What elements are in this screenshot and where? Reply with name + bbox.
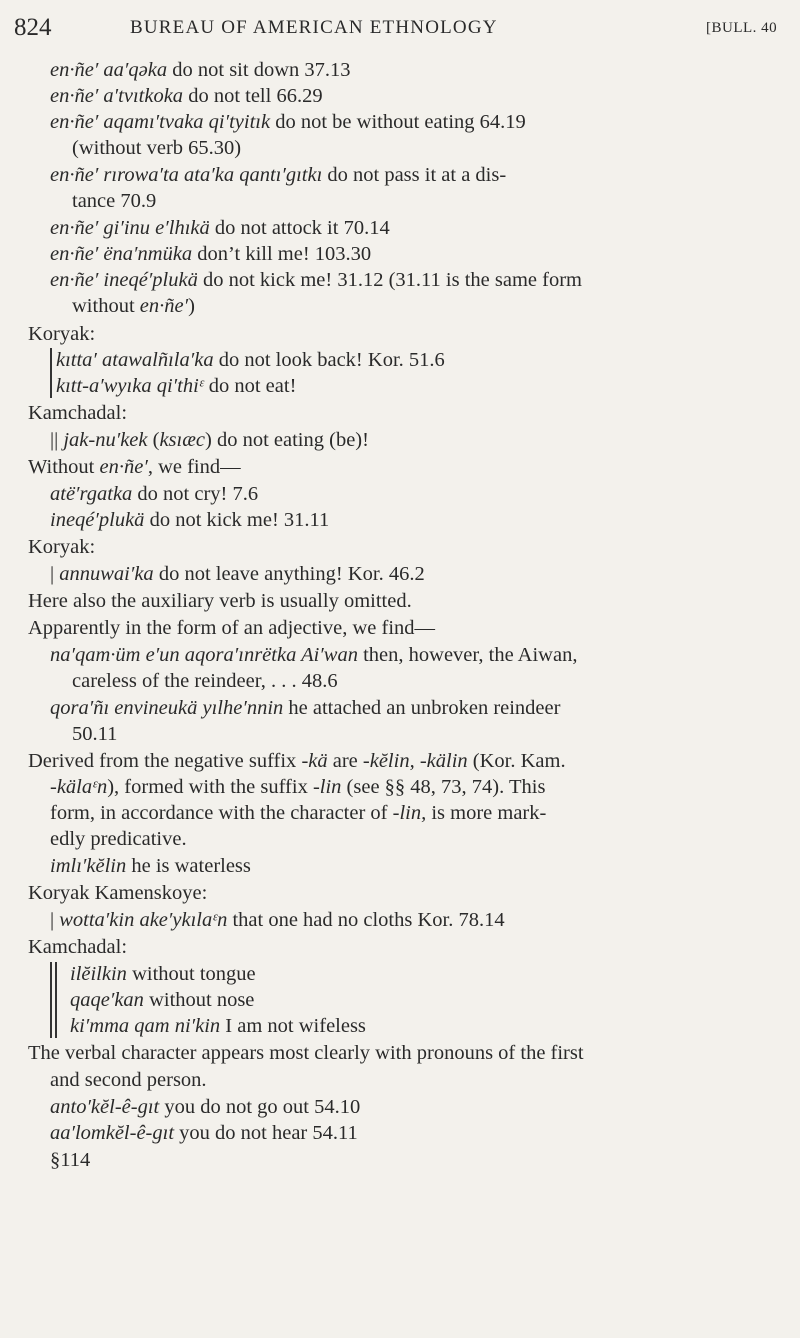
- native-term: kıtta′ atawalñıla′ka: [56, 349, 214, 371]
- text-line: [28, 1041, 800, 1066]
- koryak-bracket-bar: [50, 348, 52, 398]
- native-term: qaqe′kan: [70, 989, 144, 1011]
- bulletin-number: [BULL. 40: [706, 20, 778, 36]
- gloss-text: , we find—: [147, 456, 241, 478]
- text-line: [28, 322, 800, 347]
- text-line: [28, 401, 800, 426]
- native-term: en·ñe′ ëna′nmüka: [50, 243, 193, 265]
- gloss-text: form, in accordance with the character of: [50, 802, 393, 824]
- gloss-text: Koryak:: [28, 323, 96, 345]
- gloss-text: Apparently in the form of an adjective, we find—: [28, 617, 436, 639]
- text-line: [50, 508, 800, 533]
- text-line: [72, 189, 800, 214]
- native-term: ki′mma qam ni′kin: [70, 1015, 221, 1037]
- text-line: [50, 428, 800, 453]
- text-line: [50, 58, 800, 83]
- gloss-text: tance 70.9: [72, 190, 157, 212]
- text-line: [72, 722, 800, 747]
- text-line: [50, 562, 800, 587]
- text-line: [50, 1121, 800, 1146]
- native-term: kıtt-a′wyıka qi′thiᵋ: [56, 375, 204, 397]
- gloss-text: (Kor. Kam.: [467, 750, 566, 772]
- gloss-text: Here also the auxiliary verb is usually omitted.: [28, 590, 412, 612]
- text-line: [50, 1068, 800, 1093]
- text-line: [70, 988, 800, 1013]
- gloss-text: then, however, the Aiwan,: [357, 644, 578, 666]
- native-term: wotta′kin ake′ykılaᵋn: [59, 909, 228, 931]
- text-line: [72, 136, 800, 161]
- gloss-text: 50.11: [72, 723, 118, 745]
- text-line: [28, 749, 800, 774]
- text-line: [50, 1148, 800, 1173]
- native-term: anto′kĕl-ê-gıt: [50, 1096, 160, 1118]
- gloss-text: do not leave anything! Kor. 46.2: [153, 563, 425, 585]
- gloss-text: (: [147, 429, 160, 451]
- gloss-text: are: [327, 750, 363, 772]
- text-line: [28, 935, 800, 960]
- native-term: annuwai′ka: [59, 563, 154, 585]
- gloss-text: ): [188, 295, 195, 317]
- gloss-text: Derived from the negative suffix: [28, 750, 302, 772]
- gloss-text: you do not hear 54.11: [174, 1122, 358, 1144]
- native-term: en·ñe′ rırowa′ta ata′ka qantı′gıtkı: [50, 164, 323, 186]
- gloss-text: ) do not eating (be)!: [205, 429, 369, 451]
- native-term: en·ñe′ aqamı′tvaka qi′tyitık: [50, 111, 271, 133]
- gloss-text: I am not wifeless: [220, 1015, 366, 1037]
- text-line: [28, 881, 800, 906]
- gloss-text: without nose: [143, 989, 255, 1011]
- native-term: en·ñe′: [139, 295, 189, 317]
- gloss-text: do not attock it 70.14: [209, 217, 390, 239]
- gloss-text: do not look back! Kor. 51.6: [213, 349, 445, 371]
- text-line: [50, 242, 800, 267]
- page-number: 824: [14, 14, 52, 41]
- native-term: en·ñe′ ineqé′plukä: [50, 269, 198, 291]
- gloss-text: ), formed with the suffix: [107, 776, 313, 798]
- native-term: en·ñe′ gi′inu e′lhıkä: [50, 217, 210, 239]
- text-line: [56, 348, 800, 373]
- kamchadal-bracket-bar-1: [50, 962, 52, 1038]
- gloss-text: edly predicative.: [50, 828, 187, 850]
- gloss-text: do not eat!: [203, 375, 297, 397]
- text-line: [50, 643, 800, 668]
- native-term: -kälaᵋn: [50, 776, 108, 798]
- native-term: -kĕlin, -kälin: [362, 750, 468, 772]
- text-line: [50, 775, 800, 800]
- text-line: [50, 801, 800, 826]
- text-line: [72, 669, 800, 694]
- text-line: [50, 110, 800, 135]
- gloss-text: without: [72, 295, 140, 317]
- native-term: na′qam·üm e′un aqora′ınrëtka Ai′wan: [50, 644, 358, 666]
- text-line: [50, 908, 800, 933]
- native-term: en·ñe′ aa′qəka: [50, 59, 168, 81]
- native-term: en·ñe′: [99, 456, 148, 478]
- text-line: [50, 827, 800, 852]
- gloss-text: you do not go out 54.10: [159, 1096, 361, 1118]
- gloss-text: Kamchadal:: [28, 402, 128, 424]
- text-line: [28, 455, 800, 480]
- text-line: [50, 163, 800, 188]
- gloss-text: |: [50, 563, 60, 585]
- native-term: qora′ñı envineukä yılhe′nnin: [50, 697, 284, 719]
- native-term: -lin: [312, 776, 342, 798]
- gloss-text: he is waterless: [126, 855, 251, 877]
- text-line: [50, 854, 800, 879]
- native-term: aa′lomkĕl-ê-gıt: [50, 1122, 175, 1144]
- native-term: ineqé′plukä: [50, 509, 145, 531]
- text-line: [50, 216, 800, 241]
- gloss-text: don’t kill me! 103.30: [192, 243, 372, 265]
- text-line: [72, 294, 800, 319]
- gloss-text: §114: [50, 1149, 91, 1171]
- text-line: [50, 1095, 800, 1120]
- text-line: [70, 1014, 800, 1039]
- native-term: ksıæc: [159, 429, 205, 451]
- gloss-text: he attached an unbroken reindeer: [283, 697, 561, 719]
- gloss-text: do not kick me! 31.12 (31.11 is the same form: [197, 269, 582, 291]
- running-title: BUREAU OF AMERICAN ETHNOLOGY: [130, 17, 498, 38]
- text-line: [50, 696, 800, 721]
- gloss-text: is more mark-: [426, 802, 547, 824]
- native-term: -kä: [301, 750, 328, 772]
- gloss-text: do not tell 66.29: [183, 85, 323, 107]
- native-term: -lin,: [392, 802, 427, 824]
- gloss-text: Kamchadal:: [28, 936, 128, 958]
- text-line: [50, 84, 800, 109]
- native-term: imlı′kĕlin: [50, 855, 127, 877]
- gloss-text: Koryak:: [28, 536, 96, 558]
- gloss-text: that one had no cloths Kor. 78.14: [227, 909, 505, 931]
- text-line: [28, 535, 800, 560]
- native-term: atë′rgatka: [50, 483, 133, 505]
- text-line: [70, 962, 800, 987]
- gloss-text: ||: [50, 429, 64, 451]
- gloss-text: The verbal character appears most clearly with pronouns of the first: [28, 1042, 584, 1064]
- gloss-text: do not be without eating 64.19: [270, 111, 526, 133]
- gloss-text: Without: [28, 456, 100, 478]
- kamchadal-bracket-bar-2: [55, 962, 57, 1038]
- native-term: en·ñe′ a′tvıtkoka: [50, 85, 184, 107]
- gloss-text: |: [50, 909, 60, 931]
- native-term: ilĕilkin: [70, 963, 127, 985]
- gloss-text: (see §§ 48, 73, 74). This: [341, 776, 546, 798]
- gloss-text: do not pass it at a dis-: [322, 164, 507, 186]
- gloss-text: careless of the reindeer, . . . 48.6: [72, 670, 338, 692]
- native-term: jak-nu′kek: [63, 429, 148, 451]
- gloss-text: do not cry! 7.6: [132, 483, 259, 505]
- gloss-text: do not sit down 37.13: [167, 59, 351, 81]
- gloss-text: without tongue: [126, 963, 256, 985]
- gloss-text: Koryak Kamenskoye:: [28, 882, 208, 904]
- text-line: [56, 374, 800, 399]
- text-line: [28, 616, 800, 641]
- text-line: [50, 268, 800, 293]
- text-line: [50, 482, 800, 507]
- gloss-text: do not kick me! 31.11: [144, 509, 330, 531]
- text-line: [28, 589, 800, 614]
- gloss-text: (without verb 65.30): [72, 137, 242, 159]
- gloss-text: and second person.: [50, 1069, 207, 1091]
- page-header: [0, 14, 800, 44]
